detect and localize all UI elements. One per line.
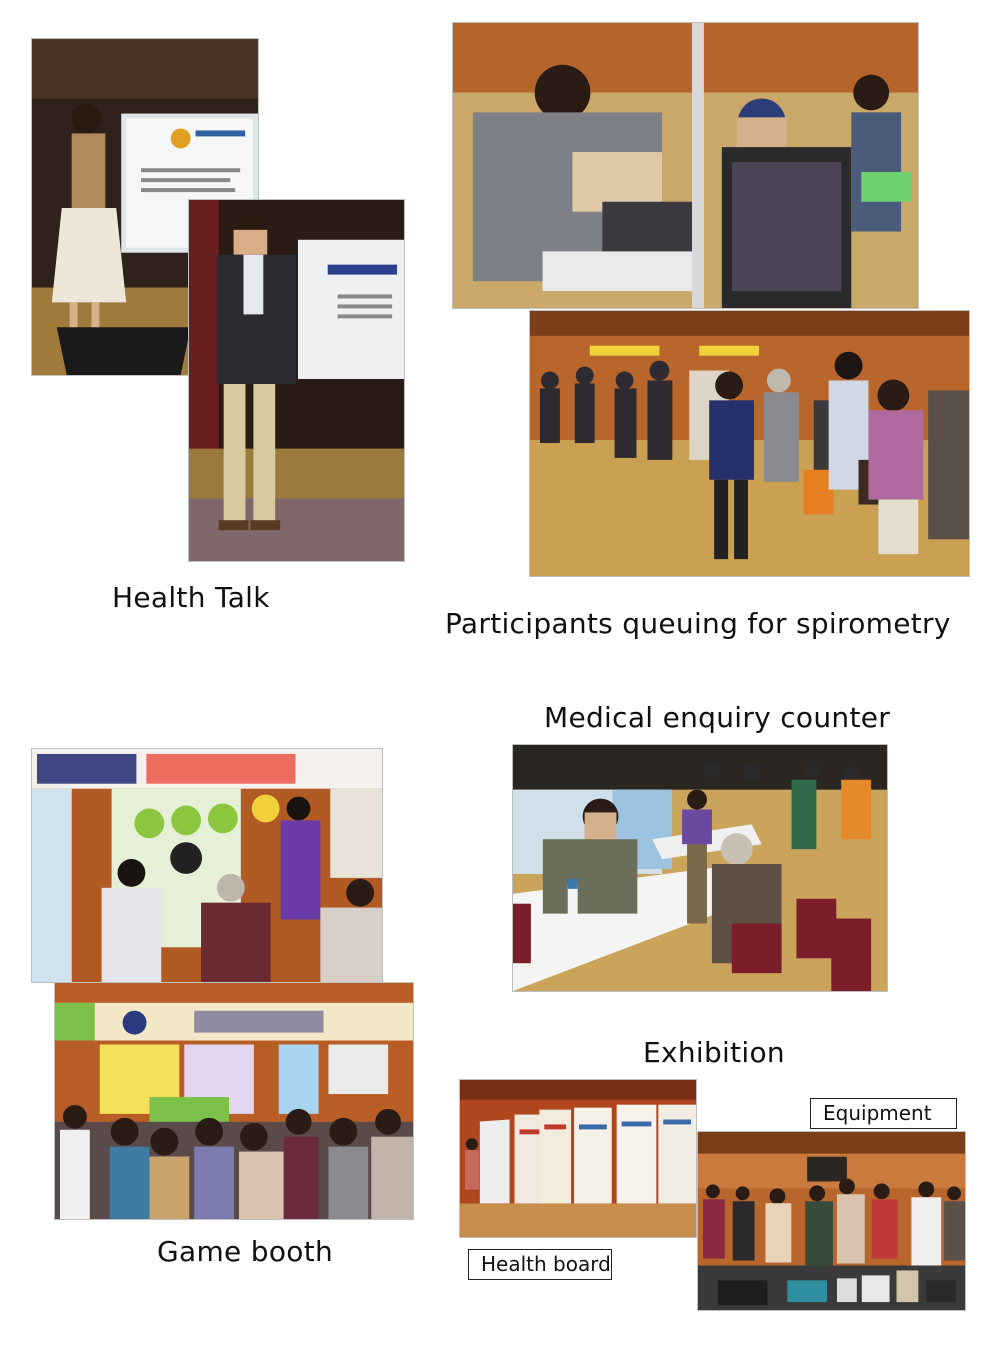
exhibition-health-board-image	[460, 1080, 696, 1237]
medical-enquiry-photo-image	[513, 745, 887, 991]
equipment-label-box: Equipment	[810, 1098, 957, 1129]
exhibition-photo-health-board	[459, 1079, 697, 1238]
spirometry-photo-test-station	[452, 22, 919, 309]
medical-enquiry-photo	[512, 744, 888, 992]
exhibition-photo-equipment	[697, 1131, 966, 1311]
spirometry-photo-2-image	[530, 311, 969, 576]
exhibition-caption: Exhibition	[643, 1036, 785, 1069]
health-talk-photo-speaker-2	[188, 199, 405, 562]
spirometry-photo-queue	[529, 310, 970, 577]
spirometry-photo-1-image	[453, 23, 918, 308]
game-booth-caption: Game booth	[157, 1235, 334, 1268]
health-talk-caption: Health Talk	[112, 581, 270, 614]
exhibition-equipment-image	[698, 1132, 965, 1310]
medical-enquiry-caption: Medical enquiry counter	[544, 701, 891, 734]
game-booth-photo-2-image	[55, 983, 413, 1219]
spirometry-caption: Participants queuing for spirometry	[445, 607, 951, 640]
game-booth-photo-board	[31, 748, 383, 983]
game-booth-photo-crowd	[54, 982, 414, 1220]
game-booth-photo-1-image	[32, 749, 382, 982]
health-board-label-box: Health board	[468, 1249, 612, 1280]
health-talk-photo-2-image	[189, 200, 404, 561]
